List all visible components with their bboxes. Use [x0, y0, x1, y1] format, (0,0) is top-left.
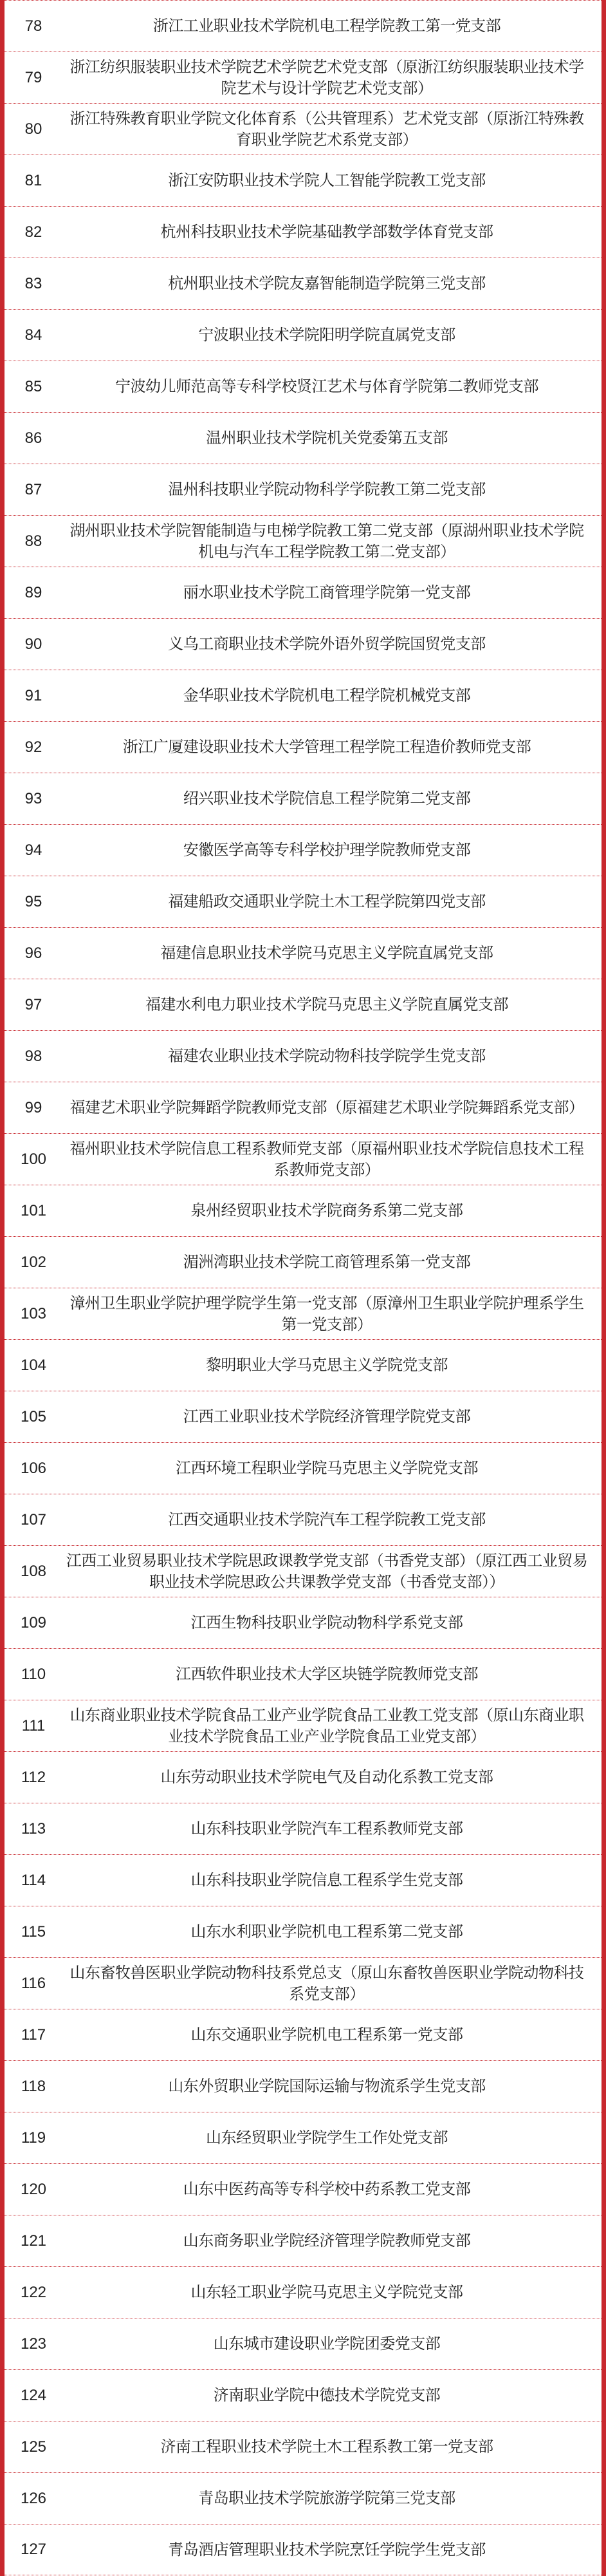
branch-name: 温州职业技术学院机关党委第五支部 [206, 429, 448, 447]
branch-name: 山东畜牧兽医职业学院动物科技系党总支（原山东畜牧兽医职业学院动物科技系党支部） [69, 1964, 584, 2003]
branch-name: 山东劳动职业技术学院电气及自动化系教工党支部 [160, 1769, 493, 1786]
table-row [5, 361, 601, 412]
table-row [5, 1906, 601, 1957]
table-row [5, 1597, 601, 1648]
table-row [5, 1030, 601, 1082]
table-row [5, 927, 601, 979]
row-number: 106 [20, 1459, 47, 1477]
row-number: 96 [24, 944, 42, 962]
table-row [5, 1082, 601, 1133]
branch-name: 福州职业技术学院信息工程系教师党支部（原福州职业技术学院信息技术工程系教师党支部） [69, 1140, 584, 1179]
table-row [5, 1494, 601, 1545]
table-row [5, 515, 601, 567]
table-row [5, 258, 601, 309]
branch-name: 福建农业职业技术学院动物科技学院学生党支部 [168, 1048, 486, 1065]
row-number: 112 [21, 1768, 46, 1786]
table-row [5, 1545, 601, 1597]
branch-name: 济南职业学院中德技术学院党支部 [213, 2387, 441, 2404]
branch-name: 安徽医学高等专科学校护理学院教师党支部 [183, 841, 471, 859]
branch-name: 江西交通职业技术学院汽车工程学院教工党支部 [168, 1511, 486, 1528]
row-number: 117 [21, 2026, 46, 2044]
branch-name: 济南工程职业技术学院土木工程系教工第一党支部 [160, 2438, 493, 2456]
row-number: 95 [24, 892, 42, 910]
branch-name: 江西环境工程职业学院马克思主义学院党支部 [176, 1460, 478, 1477]
row-number: 118 [21, 2077, 46, 2095]
table-row [5, 103, 601, 155]
branch-name: 义乌工商职业技术学院外语外贸学院国贸党支部 [168, 635, 486, 653]
table-row [5, 1751, 601, 1803]
table-row [5, 1854, 601, 1906]
branch-name: 金华职业技术学院机电工程学院机械党支部 [183, 687, 471, 704]
branch-name: 浙江特殊教育职业学院文化体育系（公共管理系）艺术党支部（原浙江特殊教育职业学院艺术系党支部） [69, 109, 584, 149]
branch-name: 青岛职业技术学院旅游学院第三党支部 [198, 2490, 455, 2507]
branch-name: 湄洲湾职业技术学院工商管理系第一党支部 [183, 1254, 471, 1271]
row-number: 113 [21, 1819, 46, 1838]
branch-name: 杭州科技职业技术学院基础教学部数学体育党支部 [160, 223, 493, 241]
table-row [5, 2524, 601, 2575]
branch-name: 山东商业职业技术学院食品工业产业学院食品工业教工党支部（原山东商业职业技术学院食品工业产业学院食品工业党支部） [69, 1706, 584, 1745]
table-row [5, 1957, 601, 2009]
row-number: 124 [20, 2386, 47, 2404]
row-number: 121 [20, 2232, 47, 2250]
party-branch-list-table [5, 0, 601, 2575]
table-row [5, 2421, 601, 2472]
row-number: 88 [24, 532, 42, 550]
table-row [5, 1185, 601, 1236]
branch-name: 浙江工业职业技术学院机电工程学院教工第一党支部 [152, 17, 501, 35]
row-number: 80 [24, 120, 42, 138]
row-number: 83 [24, 274, 42, 292]
branch-name: 福建船政交通职业学院土木工程学院第四党支部 [168, 893, 486, 910]
row-number: 110 [21, 1665, 46, 1683]
branch-name: 山东外贸职业学院国际运输与物流系学生党支部 [168, 2078, 486, 2095]
branch-name: 绍兴职业技术学院信息工程学院第二党支部 [183, 790, 471, 807]
row-number: 103 [20, 1304, 47, 1322]
branch-name: 江西软件职业技术大学区块链学院教师党支部 [176, 1666, 478, 1683]
table-row [5, 1288, 601, 1339]
branch-name: 泉州经贸职业技术学院商务系第二党支部 [190, 1202, 463, 1219]
branch-name: 黎明职业大学马克思主义学院党支部 [206, 1357, 448, 1374]
row-number: 78 [24, 17, 42, 35]
row-number: 101 [20, 1201, 47, 1219]
table-row [5, 1236, 601, 1288]
row-number: 79 [24, 68, 42, 86]
branch-name: 江西工业职业技术学院经济管理学院党支部 [183, 1408, 471, 1425]
table-row [5, 2060, 601, 2112]
table-row [5, 1391, 601, 1442]
row-number: 108 [20, 1562, 47, 1580]
table-row [5, 979, 601, 1030]
table-row [5, 412, 601, 464]
table-row [5, 309, 601, 361]
table-row [5, 0, 601, 52]
table-row [5, 876, 601, 927]
branch-name: 山东轻工职业学院马克思主义学院党支部 [190, 2284, 463, 2301]
table-row [5, 1700, 601, 1751]
row-number: 114 [21, 1871, 46, 1889]
branch-name: 杭州职业技术学院友嘉智能制造学院第三党支部 [168, 275, 486, 292]
row-number: 120 [20, 2180, 47, 2198]
table-row [5, 1803, 601, 1854]
branch-name: 山东城市建设职业学院团委党支部 [213, 2335, 441, 2353]
row-number: 86 [24, 429, 42, 447]
table-row [5, 2266, 601, 2318]
branch-name: 浙江安防职业技术学院人工智能学院教工党支部 [168, 172, 486, 189]
table-row [5, 721, 601, 773]
branch-name: 山东科技职业学院信息工程系学生党支部 [190, 1872, 463, 1889]
row-number: 93 [24, 789, 42, 807]
row-number: 81 [24, 171, 42, 189]
branch-name: 山东交通职业学院机电工程系第一党支部 [190, 2026, 463, 2044]
row-number: 105 [20, 1407, 47, 1425]
branch-name: 浙江广厦建设职业技术大学管理工程学院工程造价教师党支部 [122, 738, 531, 756]
row-number: 99 [24, 1098, 42, 1116]
row-number: 104 [20, 1356, 47, 1374]
row-number: 82 [24, 223, 42, 241]
row-number: 107 [20, 1510, 47, 1528]
branch-name: 丽水职业技术学院工商管理学院第一党支部 [183, 584, 471, 601]
row-number: 98 [24, 1047, 42, 1065]
branch-name: 浙江纺织服装职业技术学院艺术学院艺术党支部（原浙江纺织服装职业技术学院艺术与设计学院艺术党支部） [69, 58, 584, 97]
row-number: 123 [20, 2335, 47, 2353]
row-number: 119 [21, 2129, 46, 2147]
row-number: 87 [24, 480, 42, 498]
row-number: 94 [24, 841, 42, 859]
branch-name: 宁波职业技术学院阳明学院直属党支部 [198, 326, 455, 344]
table-row [5, 464, 601, 515]
branch-name: 江西工业贸易职业技术学院思政课教学党支部（书香党支部）（原江西工业贸易职业技术学院思政公共课教学党支部（书香党支部）） [66, 1552, 588, 1591]
table-row [5, 2112, 601, 2163]
table-row [5, 1442, 601, 1494]
table-row [5, 2369, 601, 2421]
row-number: 126 [20, 2489, 47, 2507]
row-number: 91 [24, 686, 42, 704]
table-row [5, 1133, 601, 1185]
row-number: 97 [24, 995, 42, 1013]
row-number: 111 [21, 1716, 46, 1735]
branch-name: 山东科技职业学院汽车工程系教师党支部 [190, 1820, 463, 1838]
table-row [5, 2163, 601, 2215]
row-number: 85 [24, 377, 42, 395]
row-number: 116 [21, 1974, 46, 1992]
branch-name: 山东商务职业学院经济管理学院教师党支部 [183, 2232, 471, 2250]
table-row [5, 155, 601, 206]
branch-name: 宁波幼儿师范高等专科学校贤江艺术与体育学院第二教师党支部 [115, 378, 538, 395]
row-number: 100 [20, 1150, 47, 1168]
row-number: 127 [20, 2541, 47, 2558]
branch-name: 福建水利电力职业技术学院马克思主义学院直属党支部 [145, 996, 508, 1013]
row-number: 102 [20, 1253, 47, 1271]
table-row [5, 773, 601, 824]
branch-name: 湖州职业技术学院智能制造与电梯学院教工第二党支部（原湖州职业技术学院机电与汽车工程学院教工第二党支部） [69, 522, 584, 561]
row-number: 84 [24, 326, 42, 344]
table-row [5, 1339, 601, 1391]
table-row [5, 824, 601, 876]
table-row [5, 670, 601, 721]
branch-name: 山东经贸职业学院学生工作处党支部 [206, 2129, 448, 2147]
branch-name: 青岛酒店管理职业技术学院烹饪学院学生党支部 [168, 2541, 486, 2559]
table-row [5, 2472, 601, 2524]
branch-name: 温州科技职业学院动物科学学院教工第二党支部 [168, 481, 486, 498]
branch-name: 山东水利职业学院机电工程系第二党支部 [190, 1923, 463, 1941]
row-number: 122 [20, 2283, 47, 2301]
table-row [5, 1648, 601, 1700]
row-number: 89 [24, 583, 42, 601]
row-number: 90 [24, 635, 42, 653]
table-row [5, 2318, 601, 2369]
table-row [5, 2215, 601, 2266]
table-row [5, 567, 601, 618]
table-row [5, 618, 601, 670]
branch-name: 江西生物科技职业学院动物科学系党支部 [190, 1614, 463, 1631]
table-row [5, 206, 601, 258]
row-number: 92 [24, 738, 42, 756]
row-number: 109 [20, 1613, 47, 1631]
branch-name: 山东中医药高等专科学校中药系教工党支部 [183, 2181, 471, 2198]
branch-name: 漳州卫生职业学院护理学院学生第一党支部（原漳州卫生职业学院护理系学生第一党支部） [69, 1294, 584, 1333]
branch-name: 福建艺术职业学院舞蹈学院教师党支部（原福建艺术职业学院舞蹈系党支部） [69, 1099, 584, 1116]
table-row [5, 52, 601, 103]
row-number: 115 [21, 1923, 46, 1941]
table-row [5, 2009, 601, 2060]
branch-name: 福建信息职业技术学院马克思主义学院直属党支部 [160, 945, 493, 962]
row-number: 125 [20, 2438, 47, 2456]
